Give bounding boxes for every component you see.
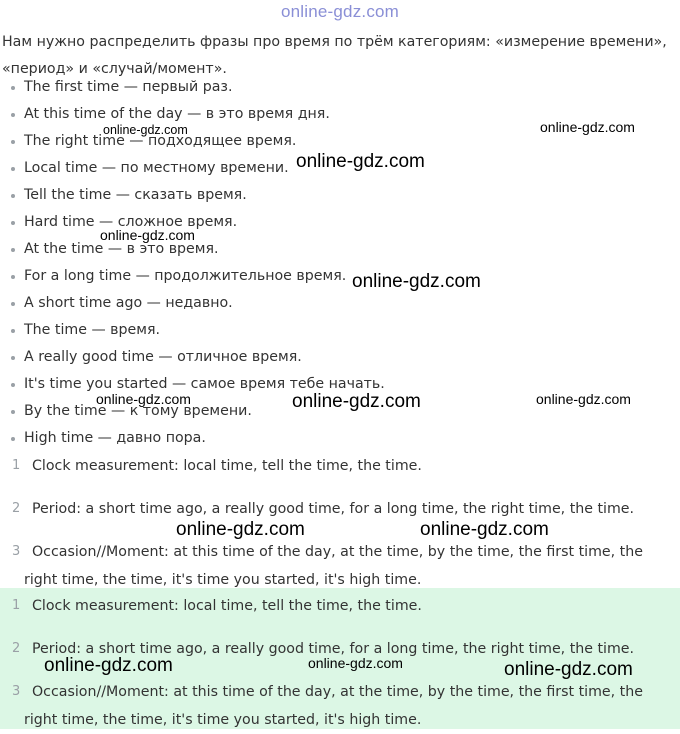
item-text: Clock measurement: local time, tell the time, the time.	[32, 458, 422, 474]
list-item-text: At this time of the day — в это время дня.	[24, 106, 330, 122]
watermark: online-gdz.com	[96, 391, 191, 407]
bullet-dot-icon	[11, 302, 15, 306]
bullet-dot-icon	[11, 167, 15, 171]
bullet-dot-icon	[11, 113, 15, 117]
list-item-text: Local time — по местному времени.	[24, 160, 289, 176]
list-item-text: Tell the time — сказать время.	[24, 187, 247, 203]
item-number: 3	[12, 684, 21, 699]
bullet-dot-icon	[11, 275, 15, 279]
watermark: online-gdz.com	[352, 271, 481, 292]
item-number: 1	[12, 458, 21, 473]
item-text: Occasion//Moment: at this time of the day, at the time, by the time, the first time, the	[32, 684, 643, 700]
watermark: online-gdz.com	[100, 227, 195, 243]
watermark: online-gdz.com	[176, 519, 305, 540]
list-item-text: The time — время.	[24, 322, 161, 338]
list-item-text: The first time — первый раз.	[24, 79, 233, 95]
item-number: 2	[12, 501, 21, 516]
bullet-dot-icon	[11, 248, 15, 252]
watermark: online-gdz.com	[44, 655, 173, 676]
site-header-watermark: online-gdz.com	[280, 2, 400, 21]
bullet-dot-icon	[11, 356, 15, 360]
bullet-dot-icon	[11, 329, 15, 333]
watermark: online-gdz.com	[504, 659, 633, 680]
item-text: Clock measurement: local time, tell the time, the time.	[32, 598, 422, 614]
item-number: 1	[12, 598, 21, 613]
list-item-text: Hard time — сложное время.	[24, 214, 238, 230]
bullet-dot-icon	[11, 221, 15, 225]
list-item-text: By the time — к тому времени.	[24, 403, 252, 419]
bullet-dot-icon	[11, 383, 15, 387]
item-text: Occasion//Moment: at this time of the day, at the time, by the time, the first time, the	[32, 544, 643, 560]
solution-item-3	[0, 538, 678, 594]
answer-item-3	[0, 678, 678, 734]
intro-text: Нам нужно распределить фразы про время по трём категориям: «измерение времени», «период» и «случай/момент».	[2, 34, 667, 77]
watermark: online-gdz.com	[296, 151, 425, 172]
watermark: online-gdz.com	[536, 391, 631, 407]
watermark: online-gdz.com	[540, 119, 635, 135]
bullet-dot-icon	[11, 437, 15, 441]
answer-item-1	[0, 592, 678, 620]
watermark: online-gdz.com	[308, 655, 403, 671]
solution-item-1	[0, 452, 678, 480]
watermark: online-gdz.com	[103, 123, 188, 137]
item-number: 2	[12, 641, 21, 656]
item-text-continued: right time, the time, it's time you started, it's high time.	[24, 572, 422, 588]
bullet-dot-icon	[11, 86, 15, 90]
item-text-continued: right time, the time, it's time you started, it's high time.	[24, 712, 422, 728]
item-number: 3	[12, 544, 21, 559]
bullet-dot-icon	[11, 194, 15, 198]
list-item-text: High time — давно пора.	[24, 430, 206, 446]
list-item-text: For a long time — продолжительное время.	[24, 268, 347, 284]
list-item-text: It's time you started — самое время тебе начать.	[24, 376, 385, 392]
list-item-text: The right time — подходящее время.	[24, 133, 297, 149]
watermark: online-gdz.com	[292, 391, 421, 412]
list-item-text: At the time — в это время.	[24, 241, 219, 257]
bullet-dot-icon	[11, 410, 15, 414]
watermark: online-gdz.com	[420, 519, 549, 540]
item-text: Period: a short time ago, a really good time, for a long time, the right time, the time.	[32, 501, 635, 517]
list-item-text: A really good time — отличное время.	[24, 349, 302, 365]
item-text: Period: a short time ago, a really good time, for a long time, the right time, the time.	[32, 641, 635, 657]
list-item-text: A short time ago — недавно.	[24, 295, 233, 311]
bullet-dot-icon	[11, 140, 15, 144]
solution-item-2	[0, 495, 678, 523]
